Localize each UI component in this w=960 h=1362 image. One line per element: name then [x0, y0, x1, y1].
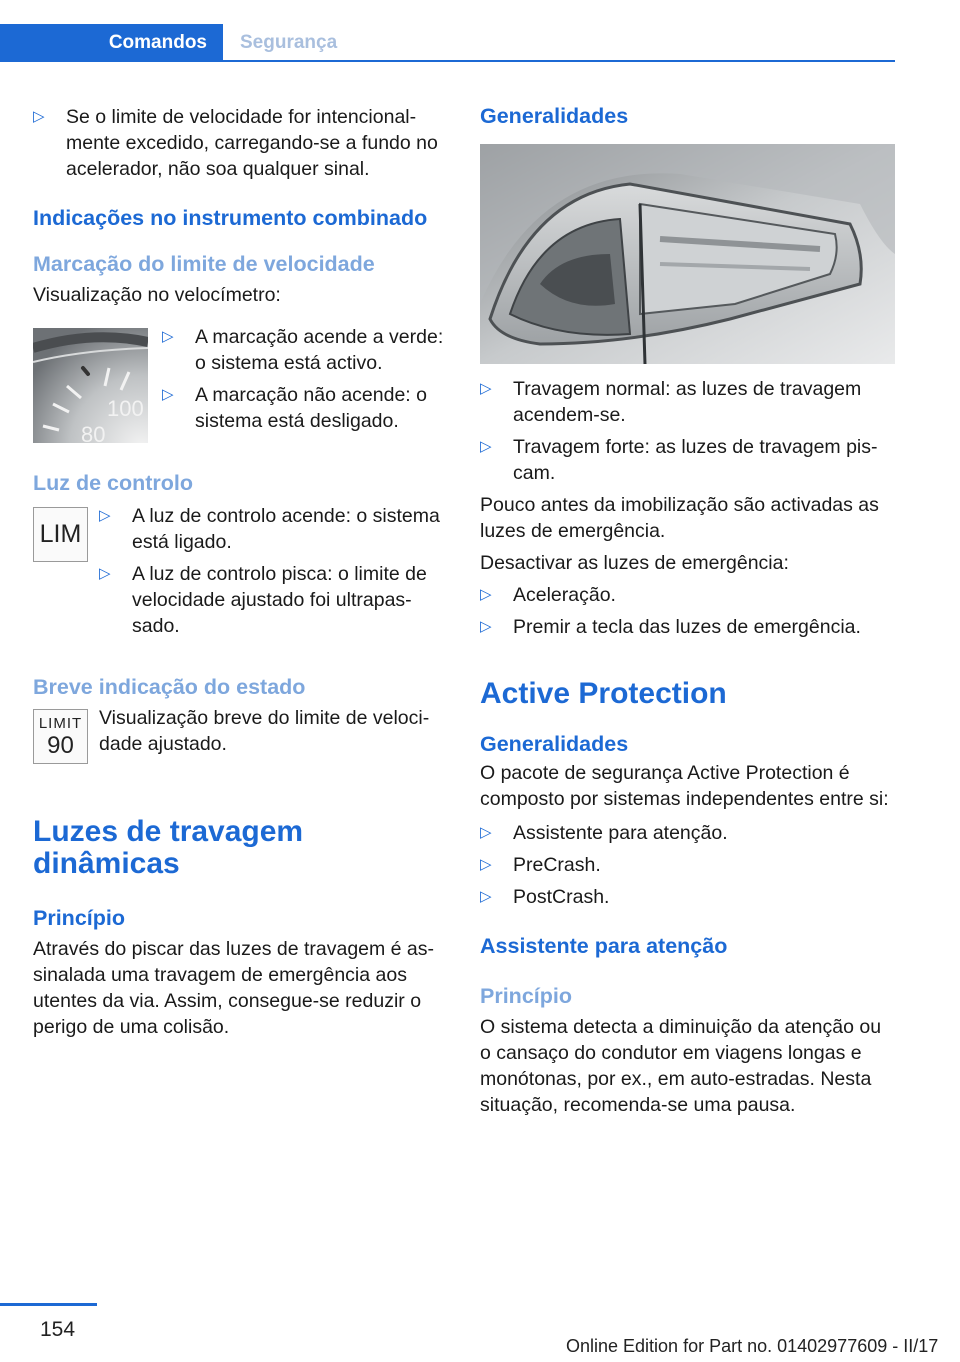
bullet-icon: ▷ — [480, 888, 492, 905]
heading-marcacao: Marcação do limite de velocidade — [33, 252, 375, 276]
lim-indicator-icon: LIM — [33, 507, 88, 562]
heading-luz-controlo: Luz de controlo — [33, 471, 194, 495]
lim-row — [33, 503, 448, 639]
bullet-icon: ▷ — [99, 565, 111, 582]
footer-rule — [0, 1303, 97, 1306]
heading-breve: Breve indicação do estado — [33, 675, 306, 699]
bullet-icon: ▷ — [480, 380, 492, 397]
active-list — [480, 820, 895, 910]
brake-light-figure — [480, 144, 895, 364]
heading-indicacoes: Indicações no instrumento combinado — [33, 206, 428, 230]
bullet-icon: ▷ — [162, 386, 174, 403]
list-item: ▷ Travagem normal: as luzes de travagem acendem-se. — [480, 378, 862, 426]
tab-comandos[interactable]: Comandos — [0, 24, 223, 62]
list-item: ▷ A marcação acende a verde: o sistema está activo. — [162, 326, 444, 374]
paragraph-pouco-antes: Pouco antes da imobilização são activadas as luzes de emergência. — [480, 494, 879, 542]
speedometer-row — [33, 324, 448, 443]
header-rule — [0, 60, 895, 62]
bullet-icon: ▷ — [480, 824, 492, 841]
heading-generalidades-2: Generalidades — [480, 732, 629, 756]
heading-principio: Princípio — [33, 906, 125, 930]
paragraph-pacote: O pacote de segurança Active Protection é composto por sistemas independentes entre si: — [480, 762, 889, 810]
speedometer-figure — [33, 328, 148, 443]
bullet-icon: ▷ — [162, 328, 174, 345]
paragraph-visualizacao: Visualização no velocímetro: — [33, 284, 281, 306]
list-item: ▷ PostCrash. — [480, 886, 610, 908]
paragraph-desactivar: Desactivar as luzes de emergência: — [480, 552, 789, 574]
travagem-list — [480, 376, 895, 486]
paragraph-sistema: O sistema detecta a diminuição da atenção ou o cansaço do condutor em viagens longas e monótonas, por ex., em auto-estradas. Nesta situação, recomenda-se uma pausa. — [480, 1016, 882, 1116]
left-column — [33, 100, 448, 1040]
bullet-icon: ▷ — [33, 108, 45, 125]
list-item: ▷ Premir a tecla das luzes de emergência. — [480, 616, 861, 638]
speedo-label-80: 80 — [81, 422, 106, 443]
limit-indicator-icon: LIMIT 90 — [33, 709, 88, 764]
speedometer-image — [33, 328, 148, 443]
heading-luzes-travagem: Luzes de travagem dinâmicas — [33, 815, 304, 880]
bullet-icon: ▷ — [480, 618, 492, 635]
list-item: ▷ A marcação não acende: o sistema está desligado. — [162, 384, 427, 432]
page-number: 154 — [40, 1318, 76, 1341]
bullet-icon: ▷ — [480, 586, 492, 603]
bullet-icon: ▷ — [480, 438, 492, 455]
paragraph-principio: Através do piscar das luzes de travagem é as‐sinalada uma travagem de emergência aos utentes da via. Assim, consegue-se reduzir o perigo de uma colisão. — [33, 938, 435, 1038]
brake-light-image — [480, 144, 895, 364]
list-item: ▷ Aceleração. — [480, 584, 616, 606]
luz-list — [99, 503, 448, 639]
list-item: ▷ A luz de controlo pisca: o limite de velocidade ajustado foi ultrapas‐sado. — [99, 563, 427, 637]
heading-active-protection: Active Protection — [480, 677, 727, 710]
heading-generalidades: Generalidades — [480, 104, 629, 128]
intro-list — [33, 104, 448, 182]
heading-principio-2: Princípio — [480, 984, 572, 1008]
heading-assistente: Assistente para atenção — [480, 934, 728, 958]
list-item: ▷ PreCrash. — [480, 854, 601, 876]
chapter-header — [0, 24, 895, 62]
bullet-icon: ▷ — [480, 856, 492, 873]
marcacao-list — [162, 324, 448, 434]
paragraph-breve: Visualização breve do limite de veloci‐dade ajustado. — [99, 707, 430, 755]
bullet-icon: ▷ — [99, 507, 111, 524]
tab-seguranca[interactable]: Segurança — [240, 32, 338, 53]
list-item: ▷ Se o limite de velocidade for intencional‐mente excedido, carregando-se a fundo no acelerador, não soa qualquer sinal. — [33, 106, 438, 180]
limit-row — [33, 705, 448, 764]
list-item: ▷ Travagem forte: as luzes de travagem pis‐cam. — [480, 436, 878, 484]
list-item: ▷ A luz de controlo acende: o sistema está ligado. — [99, 505, 440, 553]
list-item: ▷ Assistente para atenção. — [480, 822, 728, 844]
right-column — [480, 100, 895, 1118]
edition-note: Online Edition for Part no. 01402977609 - II/17 — [566, 1336, 939, 1356]
speedo-label-100: 100 — [107, 396, 144, 421]
desactivar-list — [480, 582, 895, 640]
